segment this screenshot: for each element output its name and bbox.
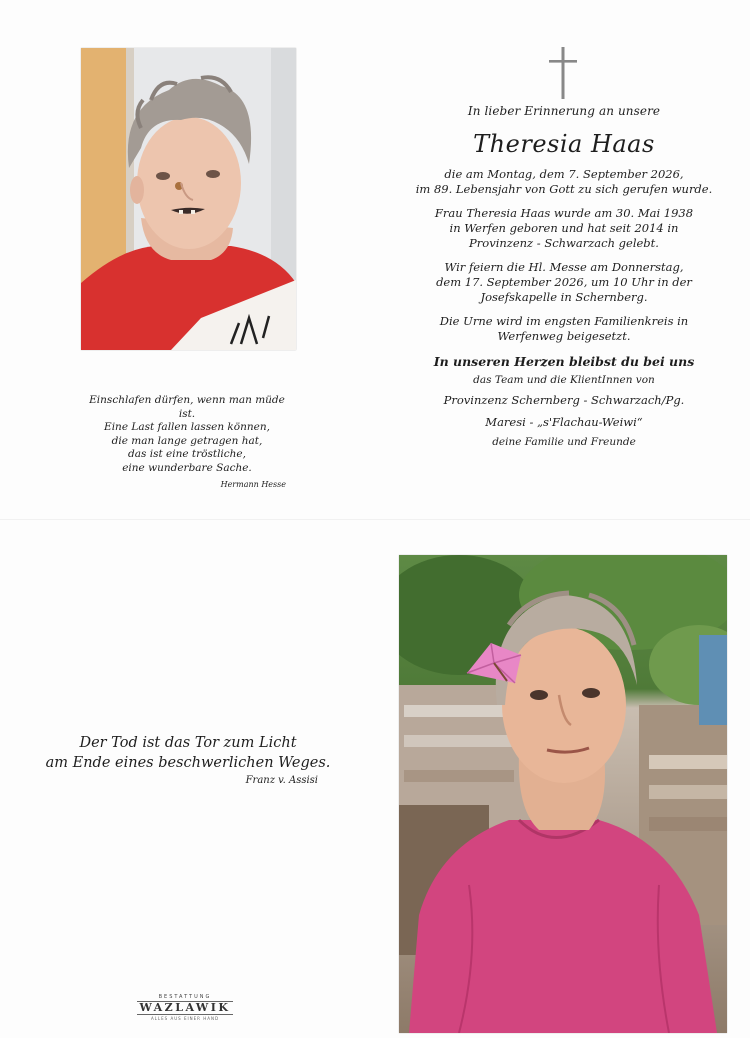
mourner-line: deine Familie und Freunde [492,436,636,448]
poem-line: Eine Last fallen lassen können, [104,421,270,433]
quote-line: am Ende eines beschwerlichen Weges. [45,755,331,771]
poem-author: Hermann Hesse [220,480,286,489]
fold-line [0,519,750,520]
text-line: Provinzenz - Schwarzach gelebt. [469,236,659,250]
text-line: in Werfen geboren und hat seit 2014 in [449,221,679,235]
text-line: dem 17. September 2026, um 10 Uhr in der [436,275,692,289]
obituary-text [414,100,714,451]
text-line: Werfenweg beigesetzt. [497,329,631,343]
portrait-photo-bottom [399,555,727,1033]
heart-title: In unseren Herzen bleibst du bei uns [433,354,695,369]
poem-line: eine wunderbare Sache. [122,461,252,474]
poem-line: das ist eine tröstliche, [128,448,246,460]
intro-line: In lieber Erinnerung an unsere [467,104,661,118]
poem-line: Einschlafen dürfen, wenn man müde ist. [89,394,285,420]
poem-line: die man lange getragen hat, [111,434,263,447]
logo-name: WAZLAWIK [137,1001,233,1015]
mourner-line: Maresi - „s'Flachau-Weiwi“ [485,415,643,429]
text-line: Die Urne wird im engsten Familienkreis in [439,314,689,328]
text-line: Wir feiern die Hl. Messe am Donnerstag, [444,260,684,274]
text-line: Josefskapelle in Schernberg. [480,290,648,304]
mass-notice [414,260,714,305]
mourner-line: Provinzenz Schernberg - Schwarzach/Pg. [443,393,685,407]
text-line: Frau Theresia Haas wurde am 30. Mai 1938 [434,206,694,220]
text-line: die am Montag, dem 7. September 2026, [444,167,684,181]
quote-assisi [40,733,336,787]
poem-hesse [84,394,290,492]
mourner-line: das Team und die KlientInnen von [473,374,655,386]
logo-top: BESTATTUNG [158,994,212,1000]
quote-author: Franz v. Assisi [245,775,318,786]
logo-bottom: ALLES AUS EINER HAND [150,1016,220,1021]
portrait-photo-top [81,48,296,350]
deceased-name: Theresia Haas [473,130,655,158]
quote-line: Der Tod ist das Tor zum Licht [79,735,297,751]
urn-notice [414,314,714,344]
death-notice [414,167,714,197]
mourners-list [414,371,714,451]
biography [414,206,714,251]
funeral-home-logo [131,994,239,1020]
cross-icon [549,47,577,99]
text-line: im 89. Lebensjahr von Gott zu sich gerufen wurde. [415,182,713,196]
